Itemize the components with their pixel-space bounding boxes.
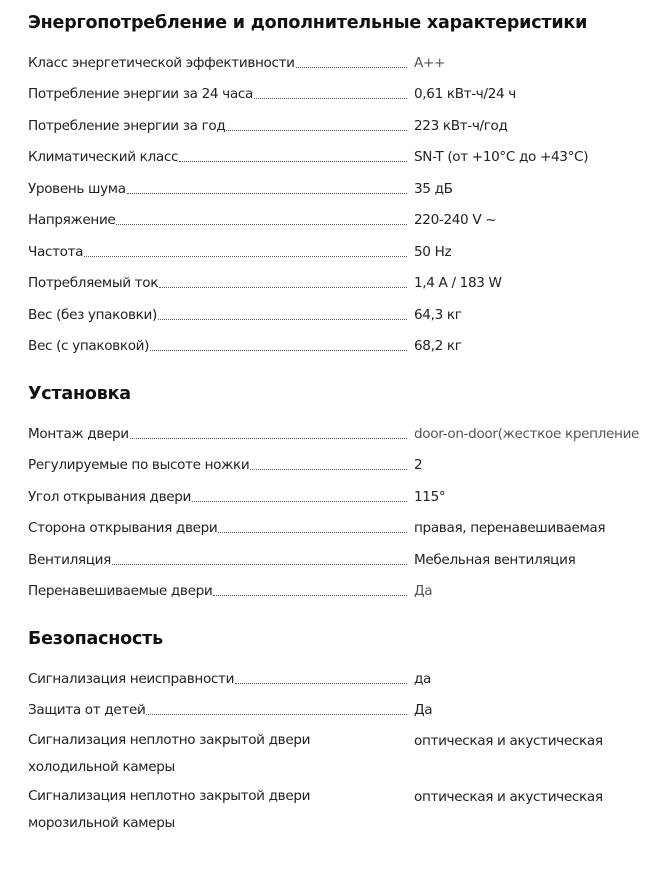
spec-value: Да xyxy=(414,583,433,599)
dotted-leader xyxy=(127,192,407,194)
dotted-leader xyxy=(159,286,407,288)
dotted-leader xyxy=(130,437,407,439)
dotted-leader xyxy=(296,66,407,68)
spec-value: 1,4 A / 183 W xyxy=(414,275,502,291)
section-installation xyxy=(28,381,649,606)
dotted-leader xyxy=(226,129,407,131)
dotted-leader xyxy=(179,160,407,162)
dotted-leader xyxy=(158,318,407,320)
dotted-leader xyxy=(218,531,407,533)
section-title: Безопасность xyxy=(28,629,163,649)
spec-label: Вентиляция xyxy=(28,551,111,568)
spec-value: оптическая и акустическая xyxy=(414,733,603,749)
section-title: Установка xyxy=(28,384,131,404)
spec-label: Уровень шума xyxy=(28,180,126,197)
spec-row xyxy=(28,298,649,330)
spec-value: 2 xyxy=(414,457,423,473)
spec-value: 64,3 кг xyxy=(414,306,462,323)
spec-row xyxy=(28,46,649,78)
dotted-leader xyxy=(250,468,407,470)
spec-label: Вес (без упаковки) xyxy=(28,306,157,323)
spec-label: Защита от детей xyxy=(28,702,146,718)
spec-value: оптическая и акустическая xyxy=(414,789,603,805)
spec-row xyxy=(28,725,649,781)
spec-row xyxy=(28,330,649,362)
dotted-leader xyxy=(84,255,407,257)
spec-value: 223 кВт-ч/год xyxy=(414,117,508,134)
spec-row xyxy=(28,662,649,694)
spec-label: Регулируемые по высоте ножки xyxy=(28,457,250,473)
spec-value: 35 дБ xyxy=(414,180,453,197)
spec-value: правая, перенавешиваемая xyxy=(414,520,606,536)
dotted-leader xyxy=(213,594,407,596)
spec-value: A++ xyxy=(414,54,446,71)
dotted-leader xyxy=(192,500,407,502)
spec-row xyxy=(28,78,649,110)
spec-value: да xyxy=(414,670,432,687)
spec-row xyxy=(28,575,649,607)
spec-label: Класс энергетической эффективности xyxy=(28,54,295,71)
spec-label: Монтаж двери xyxy=(28,425,129,442)
spec-value: 115° xyxy=(414,488,446,505)
spec-row xyxy=(28,172,649,204)
spec-label: Угол открывания двери xyxy=(28,488,192,505)
spec-row xyxy=(28,109,649,141)
spec-value: 220-240 V ~ xyxy=(414,212,497,228)
spec-value: 50 Hz xyxy=(414,243,452,260)
spec-label: Потребление энергии за год xyxy=(28,117,226,134)
section-title: Энергопотребление и дополнительные характеристики xyxy=(28,13,588,33)
spec-label: Сигнализация неплотно закрытой двери холодильной камеры xyxy=(28,732,311,775)
spec-value: SN-T (от +10°C до +43°C) xyxy=(414,149,589,165)
spec-label: Климатический класс xyxy=(28,149,179,165)
spec-row xyxy=(28,204,649,236)
spec-label: Частота xyxy=(28,243,84,260)
dotted-leader xyxy=(116,223,407,225)
spec-row xyxy=(28,141,649,173)
dotted-leader xyxy=(235,682,407,684)
section-safety xyxy=(28,626,649,837)
spec-row xyxy=(28,543,649,575)
spec-label: Потребляемый ток xyxy=(28,275,159,291)
spec-row xyxy=(28,480,649,512)
dotted-leader xyxy=(146,713,407,715)
spec-label: Вес (с упаковкой) xyxy=(28,338,150,354)
spec-row xyxy=(28,267,649,299)
spec-value: 0,61 кВт-ч/24 ч xyxy=(414,86,516,102)
dotted-leader xyxy=(150,349,407,351)
spec-label: Напряжение xyxy=(28,212,116,228)
spec-label: Сторона открывания двери xyxy=(28,520,218,536)
spec-row xyxy=(28,449,649,481)
spec-row xyxy=(28,235,649,267)
spec-label: Перенавешиваемые двери xyxy=(28,583,213,599)
spec-value: 68,2 кг xyxy=(414,338,462,354)
spec-row xyxy=(28,417,649,449)
dotted-leader xyxy=(254,97,407,99)
spec-label: Потребление энергии за 24 часа xyxy=(28,86,253,102)
spec-row xyxy=(28,512,649,544)
spec-value: Мебельная вентиляция xyxy=(414,551,576,568)
spec-label: Сигнализация неисправности xyxy=(28,670,235,687)
spec-row xyxy=(28,694,649,726)
section-energy xyxy=(28,10,649,361)
dotted-leader xyxy=(112,563,407,565)
spec-row xyxy=(28,781,649,837)
spec-label: Сигнализация неплотно закрытой двери морозильной камеры xyxy=(28,788,311,831)
spec-value: door-on-door(жесткое крепление xyxy=(414,425,640,442)
spec-value: Да xyxy=(414,702,433,718)
